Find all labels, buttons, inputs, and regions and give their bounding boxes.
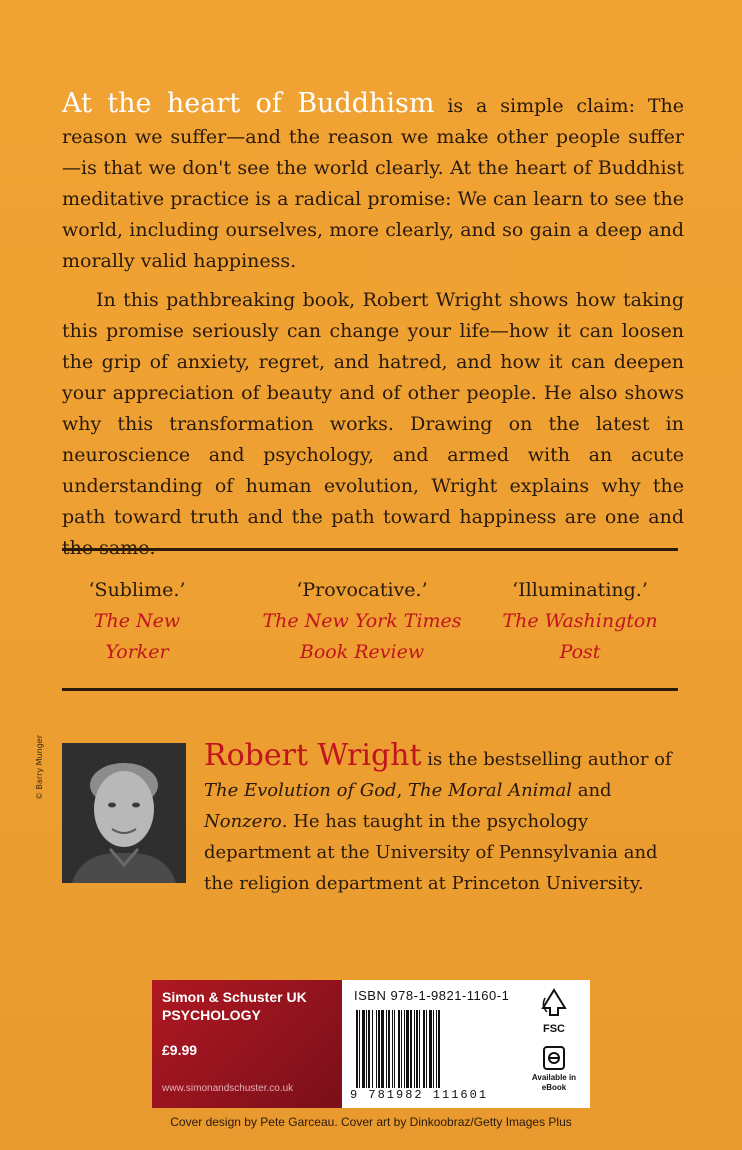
barcode-bar [404, 1010, 405, 1088]
ebook-badge [530, 1046, 578, 1093]
barcode-bar [386, 1010, 387, 1088]
book-title-1: The Evolution of God [204, 780, 397, 801]
barcode-bar [429, 1010, 432, 1088]
barcode-bar [433, 1010, 434, 1088]
book-title-3: Nonzero [204, 811, 282, 832]
barcode-bar [362, 1010, 365, 1088]
quote-text: ‘Illuminating.’ [512, 579, 648, 601]
publisher-name: Simon & Schuster UK [162, 989, 307, 1005]
photo-credit: © Barry Munger [35, 735, 44, 800]
barcode-bar [436, 1010, 437, 1088]
blurb-paragraph-1-text: is a simple claim: The reason we suffer—and the reason we make other people suffer—is that we don't see the world clearly. At the heart of Buddhist meditative practice is a radical promise: We can learn to see the world, including ourselves, more clearly, and so gain a deep and morally valid happiness. [62, 95, 684, 272]
quote-text: ‘Provocative.’ [296, 579, 428, 601]
author-portrait-graphic [62, 743, 186, 883]
barcode-bar [416, 1010, 418, 1088]
fsc-tree-icon [537, 988, 571, 1018]
barcode-bar [356, 1010, 358, 1088]
barcode-bar [426, 1010, 427, 1088]
barcode-bar [376, 1010, 377, 1088]
bio-separator-2: and [572, 780, 612, 801]
bio-separator-1: , [396, 780, 409, 801]
ebook-icon [543, 1046, 565, 1070]
bottom-divider [62, 688, 678, 691]
quote-source: The Washington Post [502, 610, 658, 663]
barcode-bar [414, 1010, 415, 1088]
author-name: Robert Wright [204, 738, 422, 773]
publisher-panel [152, 980, 342, 1108]
author-bio [204, 740, 674, 899]
blurb [62, 88, 684, 564]
quote-new-yorker [62, 575, 212, 668]
barcode-bar [438, 1010, 440, 1088]
quote-washington-post [482, 575, 678, 668]
quote-source: The New York Times [262, 610, 462, 632]
barcode-bar [381, 1010, 384, 1088]
barcode [356, 1010, 518, 1088]
fsc-logo [530, 988, 578, 1035]
blurb-paragraph-2: In this pathbreaking book, Robert Wright shows how taking this promise seriously can change your life—how it can loosen the grip of anxiety, regret, and hatred, and how it can deepen your appreciation of beauty and of other people. He also shows why this transformation works. Drawing on the latest in neuroscience and psychology, and armed with an acute understanding of human evolution, Wright explains why the path toward truth and the path toward happiness are one and [62, 289, 684, 528]
publisher-block [162, 988, 307, 1024]
cover-credit: Cover design by Pete Garceau. Cover art by Dinkoobraz/Getty Images Plus [170, 1115, 572, 1129]
barcode-digits: 9 781982 111601 [350, 1088, 489, 1102]
category-label: PSYCHOLOGY [162, 1007, 261, 1023]
barcode-bar [388, 1010, 390, 1088]
author-photo [62, 743, 186, 883]
bio-separator-3: . [281, 811, 288, 832]
fsc-label: FSC [543, 1023, 565, 1035]
isbn-label: ISBN 978-1-9821-1160-1 [354, 988, 510, 1003]
barcode-bar [368, 1010, 370, 1088]
barcode-bar [398, 1010, 400, 1088]
ebook-label: Available in eBook [531, 1073, 577, 1092]
blurb-headline: At the heart of Buddhism [62, 88, 435, 119]
barcode-bar [359, 1010, 360, 1088]
author-intro: is the bestselling author of [427, 749, 672, 770]
price-label: £9.99 [162, 1042, 198, 1058]
barcode-bar [366, 1010, 367, 1088]
top-divider [62, 548, 678, 551]
quote-nyt [262, 575, 462, 668]
barcode-bar [372, 1010, 373, 1088]
barcode-bar [401, 1010, 402, 1088]
blurb-paragraph-1 [62, 88, 684, 277]
barcode-bar [406, 1010, 409, 1088]
barcode-bar [394, 1010, 395, 1088]
quote-source-line-2: Book Review [299, 641, 425, 663]
barcode-bar [423, 1010, 425, 1088]
book-title-2: The Moral Animal [408, 780, 572, 801]
barcode-bar [410, 1010, 412, 1088]
quote-text: ‘Sublime.’ [88, 579, 186, 601]
barcode-bar [392, 1010, 393, 1088]
barcode-bar [419, 1010, 420, 1088]
author-bio-rest: He has taught in the psychology department at the University of Pennsylvania and the religion department at Princeton University. [204, 811, 658, 894]
publisher-url: www.simonandschuster.co.uk [162, 1083, 294, 1094]
quote-source: The New Yorker [93, 610, 181, 663]
barcode-bar [378, 1010, 380, 1088]
